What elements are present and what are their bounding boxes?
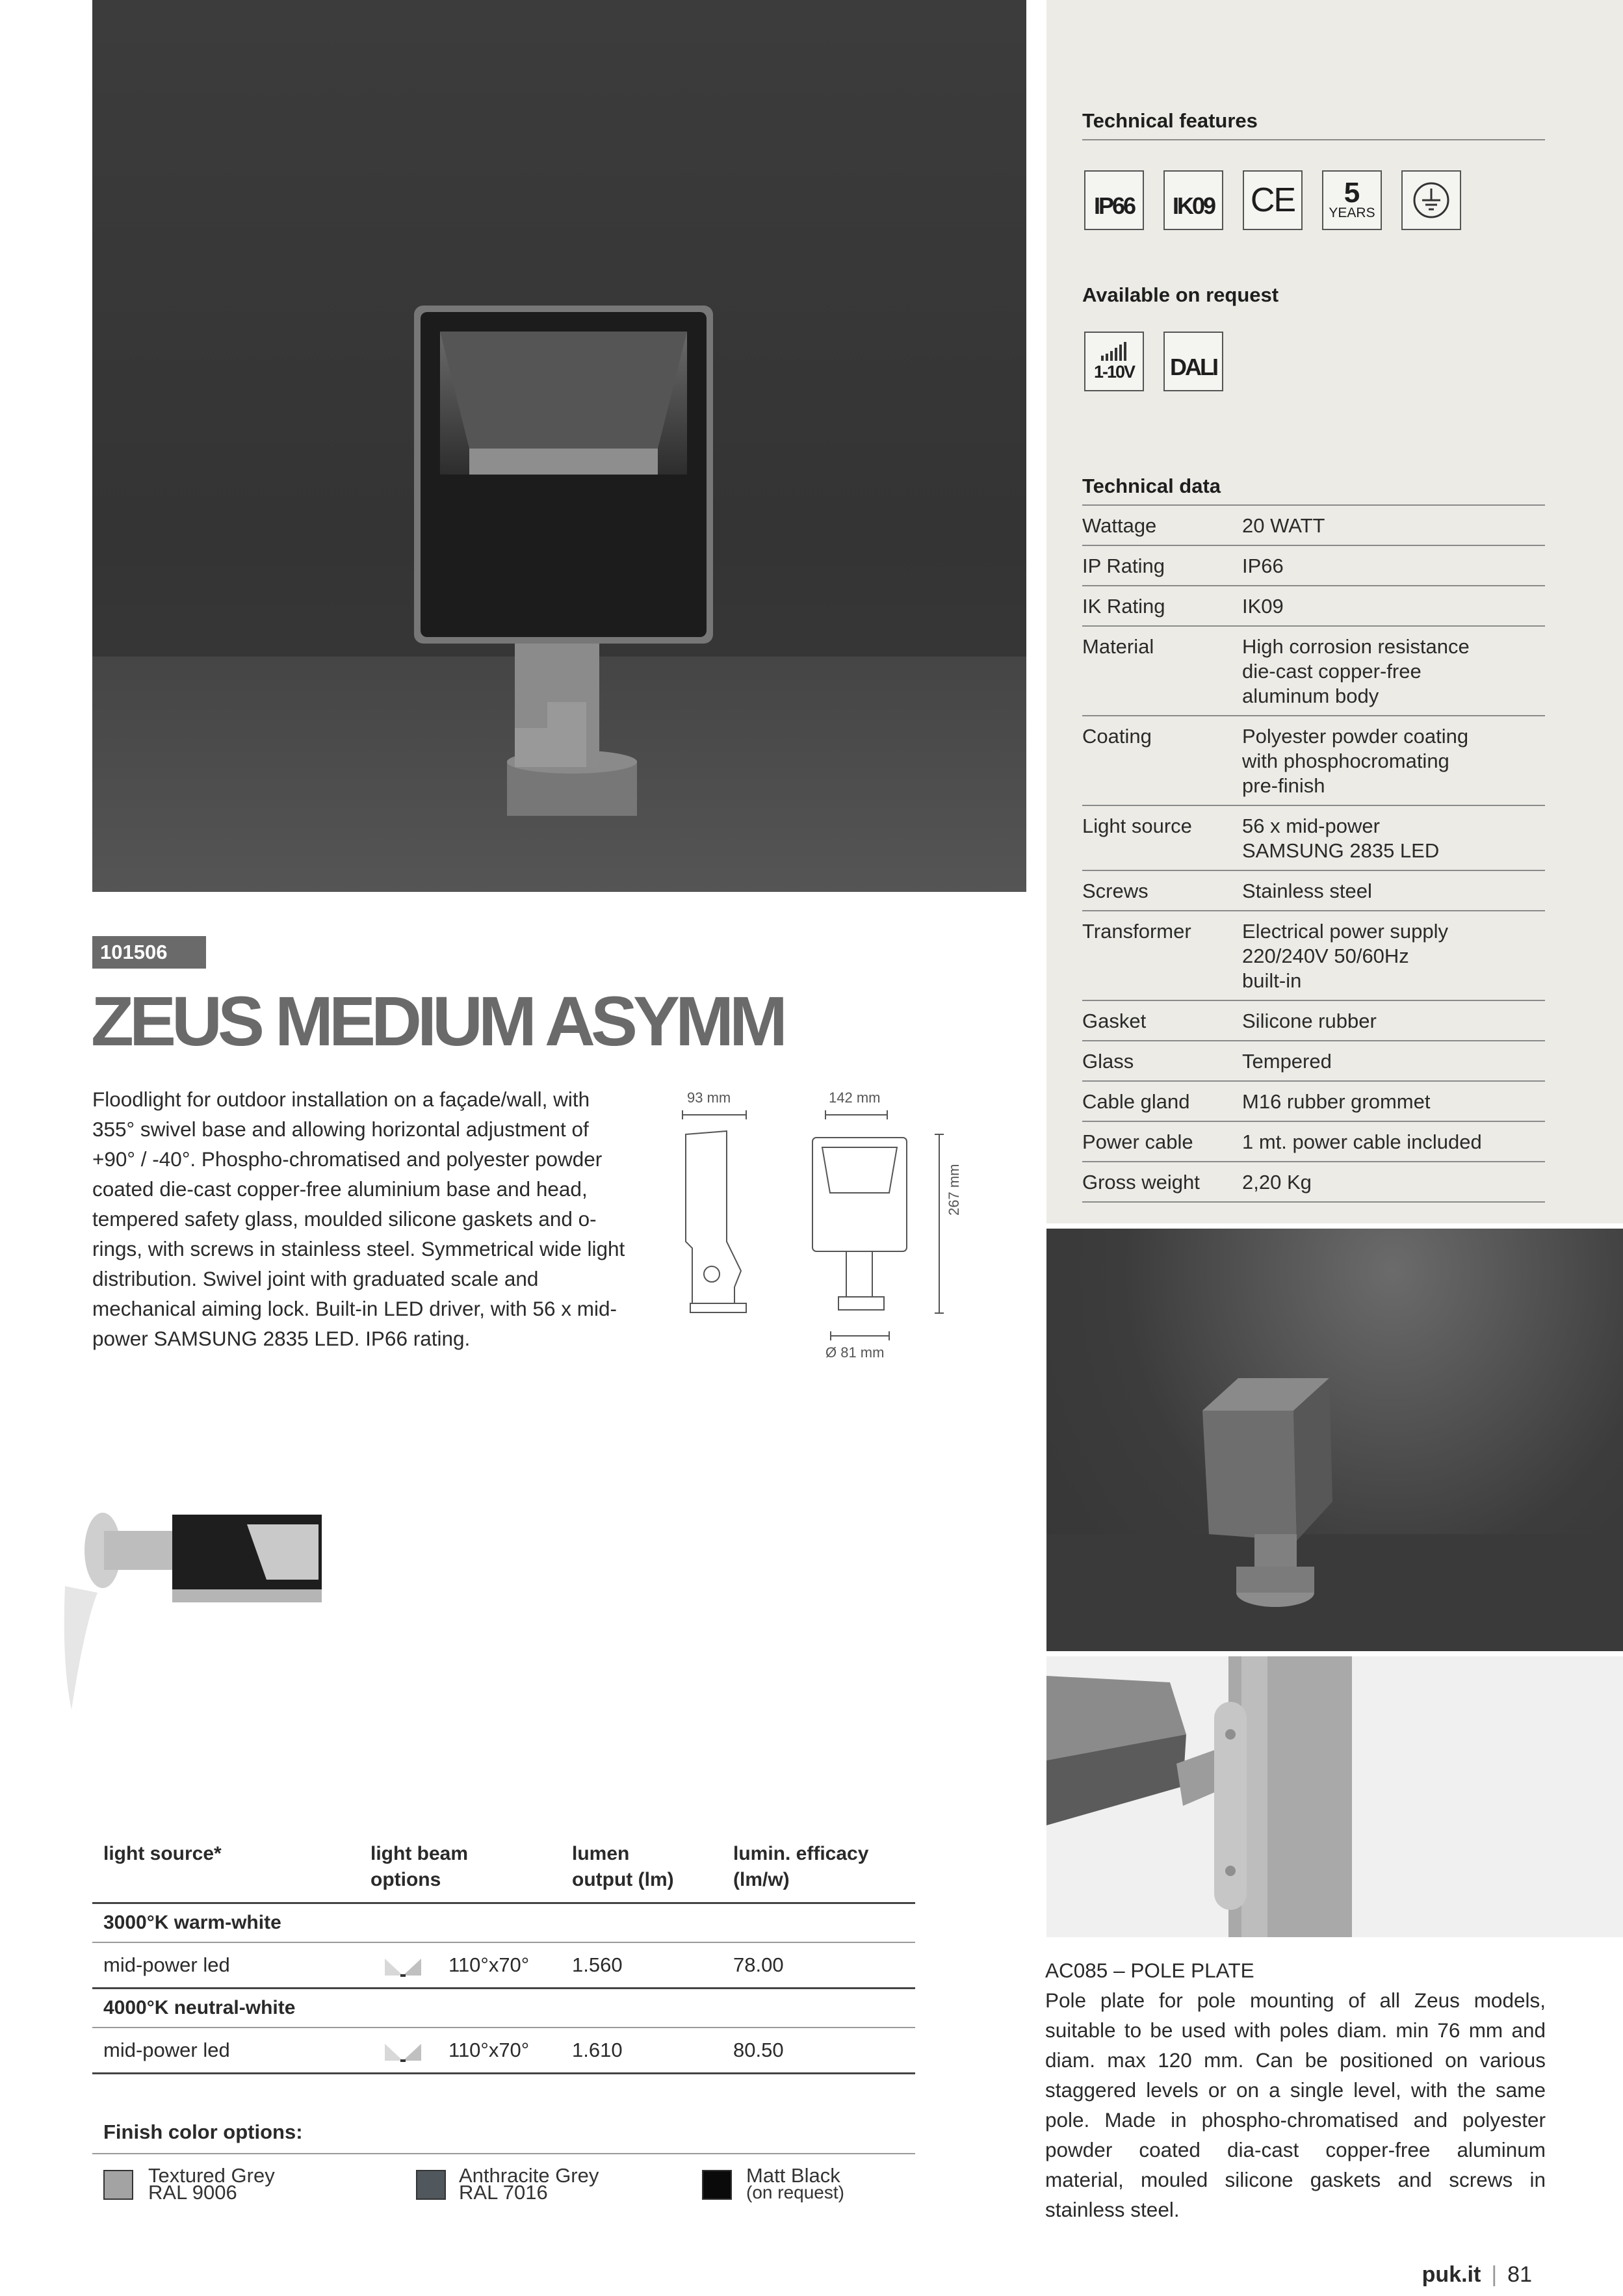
spec-value: 20 WATT bbox=[1242, 514, 1325, 537]
light-source-cell: mid-power led bbox=[103, 2039, 230, 2061]
spec-key: Wattage bbox=[1082, 514, 1157, 537]
ik09-badge: IK09 bbox=[1163, 170, 1223, 230]
product-description: Floodlight for outdoor installation on a façade/wall, with 355° swivel base and allowing horizontal adjustment of +90° / -40°. Phospho-chromatised and polyester powder coated die-cast copper-free aluminium base and head, tempered safety glass, moulded silicone gaskets and o-rings, with screws in stainless steel. Symmetrical wide light distribution. Swivel joint with graduated scale and mechanical aiming lock. Built-in LED driver, with 56 x mid-power SAMSUNG 2835 LED. IP66 rating. bbox=[92, 1088, 625, 1350]
swatch-matt-black bbox=[702, 2170, 732, 2200]
spec-value: Electrical power supply 220/240V 50/60Hz built-in bbox=[1242, 920, 1449, 992]
beam-angle-icon bbox=[383, 1952, 422, 1978]
floodlight-illustration bbox=[92, 0, 1026, 892]
brand-name: puk.it bbox=[1422, 2262, 1481, 2287]
spec-value: Stainless steel bbox=[1242, 880, 1372, 902]
spec-value: 2,20 Kg bbox=[1242, 1171, 1312, 1194]
table-header bbox=[92, 1841, 915, 1904]
beam-cell: 110°x70° bbox=[370, 2037, 572, 2063]
spec-key: Light source bbox=[1082, 815, 1192, 837]
accessory-photo-pole-plate bbox=[1046, 1656, 1623, 1937]
side-width-label: 93 mm bbox=[687, 1089, 731, 1106]
dimmer-1-10v-badge: 1-10V bbox=[1084, 332, 1144, 391]
header-light-source: light source* bbox=[103, 1843, 222, 1864]
lumen-cell: 1.610 bbox=[572, 2039, 623, 2061]
table-row bbox=[1082, 806, 1545, 871]
table-row bbox=[92, 1943, 915, 1989]
table-row bbox=[1082, 506, 1545, 546]
dimension-lines bbox=[650, 1079, 988, 1372]
accessory-title: AC085 – POLE PLATE bbox=[1045, 1959, 1254, 1982]
height-label: 267 mm bbox=[946, 1164, 962, 1216]
accessory-photo-wall-mount bbox=[1046, 1229, 1623, 1651]
floodlight-side-view-photo bbox=[58, 1495, 331, 1729]
spec-key: IK Rating bbox=[1082, 595, 1165, 618]
spec-value: IP66 bbox=[1242, 554, 1284, 577]
lumen-cell: 1.560 bbox=[572, 1953, 623, 1976]
spec-value: 56 x mid-power SAMSUNG 2835 LED bbox=[1242, 815, 1440, 862]
photometric-table bbox=[92, 1841, 915, 2074]
spec-key: Gross weight bbox=[1082, 1171, 1200, 1194]
base-diameter-label: Ø 81 mm bbox=[825, 1344, 885, 1361]
spec-value: High corrosion resistance die-cast copper-free aluminum body bbox=[1242, 635, 1470, 707]
spec-value: 1 mt. power cable included bbox=[1242, 1130, 1482, 1153]
dimension-drawing bbox=[650, 1079, 988, 1372]
dali-badge: DALI bbox=[1163, 332, 1223, 391]
ce-mark-badge: CE bbox=[1243, 170, 1303, 230]
warranty-5-years-badge: 5 YEARS bbox=[1322, 170, 1382, 230]
beam-cell: 110°x70° bbox=[370, 1952, 572, 1978]
page-number: 81 bbox=[1507, 2262, 1532, 2287]
divider bbox=[92, 2153, 915, 2154]
table-row bbox=[92, 2028, 915, 2074]
accessory-text: Pole plate for pole mounting of all Zeus models, suitable to be used with poles diam. min 76 mm and diam. max 120 mm. Can be positioned on various staggered levels or on a single level, with the same pole. Made in phospho-chromatised and polyester powder coated dia-cast copper-free aluminum material, mouled silicone gaskets and screws in stainless steel. bbox=[1045, 1989, 1546, 2221]
beam-angle-icon bbox=[383, 2037, 422, 2063]
spec-key: Glass bbox=[1082, 1050, 1134, 1073]
table-row bbox=[1082, 1041, 1545, 1082]
table-row bbox=[1082, 546, 1545, 586]
table-row bbox=[1082, 1082, 1545, 1122]
technical-features-title: Technical features bbox=[1082, 109, 1258, 132]
group-neutral-white: 4000°K neutral-white bbox=[92, 1989, 915, 2028]
accessory-description bbox=[1045, 1955, 1546, 2224]
efficacy-cell: 80.50 bbox=[733, 2039, 784, 2061]
earth-ground-icon bbox=[1401, 170, 1461, 230]
spec-value: Tempered bbox=[1242, 1050, 1332, 1073]
available-on-request-title: Available on request bbox=[1082, 283, 1279, 306]
spec-value: Polyester powder coating with phosphocromating pre-finish bbox=[1242, 725, 1469, 797]
table-row bbox=[1082, 716, 1545, 806]
header-lumen-output: lumen output (lm) bbox=[572, 1843, 674, 1890]
dimming-bars-icon bbox=[1100, 341, 1128, 362]
table-row bbox=[1082, 1001, 1545, 1041]
table-row bbox=[1082, 627, 1545, 716]
technical-data-title: Technical data bbox=[1082, 475, 1221, 497]
efficacy-cell: 78.00 bbox=[733, 1953, 784, 1976]
spec-value: Silicone rubber bbox=[1242, 1010, 1377, 1032]
finish-options-title: Finish color options: bbox=[103, 2120, 303, 2143]
front-width-label: 142 mm bbox=[829, 1089, 881, 1106]
spec-key: Transformer bbox=[1082, 920, 1191, 943]
swatch-anthracite-grey bbox=[416, 2170, 446, 2200]
table-row bbox=[1082, 871, 1545, 911]
divider bbox=[1082, 139, 1545, 140]
hero-product-photo bbox=[92, 0, 1026, 892]
pole-plate-photo bbox=[1046, 1656, 1623, 1937]
header-light-beam: light beam options bbox=[370, 1843, 469, 1890]
spec-key: Coating bbox=[1082, 725, 1152, 748]
product-title: ZEUS MEDIUM ASYMM bbox=[91, 982, 783, 1060]
light-source-cell: mid-power led bbox=[103, 1953, 230, 1976]
finish-label-textured-grey: Textured Grey RAL 9006 bbox=[148, 2164, 275, 2204]
page-footer bbox=[1422, 2262, 1532, 2288]
table-row bbox=[1082, 1162, 1545, 1203]
finish-label-matt-black: Matt Black (on request) bbox=[746, 2164, 844, 2202]
spec-value: IK09 bbox=[1242, 595, 1284, 618]
spec-key: Cable gland bbox=[1082, 1090, 1190, 1113]
swatch-textured-grey bbox=[103, 2170, 133, 2200]
floodlight-wall-photo bbox=[1046, 1229, 1623, 1651]
table-row bbox=[1082, 1122, 1545, 1162]
product-code: 101506 bbox=[92, 936, 206, 969]
header-efficacy: lumin. efficacy (lm/w) bbox=[733, 1843, 869, 1890]
spec-key: Screws bbox=[1082, 880, 1149, 902]
table-row bbox=[1082, 586, 1545, 627]
spec-key: Material bbox=[1082, 635, 1154, 658]
ip66-badge: IP66 bbox=[1084, 170, 1144, 230]
technical-data-table bbox=[1082, 506, 1545, 1203]
group-warm-white: 3000°K warm-white bbox=[92, 1904, 915, 1943]
spec-key: Gasket bbox=[1082, 1010, 1147, 1032]
spec-key: IP Rating bbox=[1082, 554, 1165, 577]
footer-separator: | bbox=[1491, 2262, 1498, 2287]
spec-key: Power cable bbox=[1082, 1130, 1193, 1153]
spec-value: M16 rubber grommet bbox=[1242, 1090, 1431, 1113]
table-row bbox=[1082, 911, 1545, 1001]
finish-label-anthracite-grey: Anthracite Grey RAL 7016 bbox=[459, 2164, 599, 2204]
